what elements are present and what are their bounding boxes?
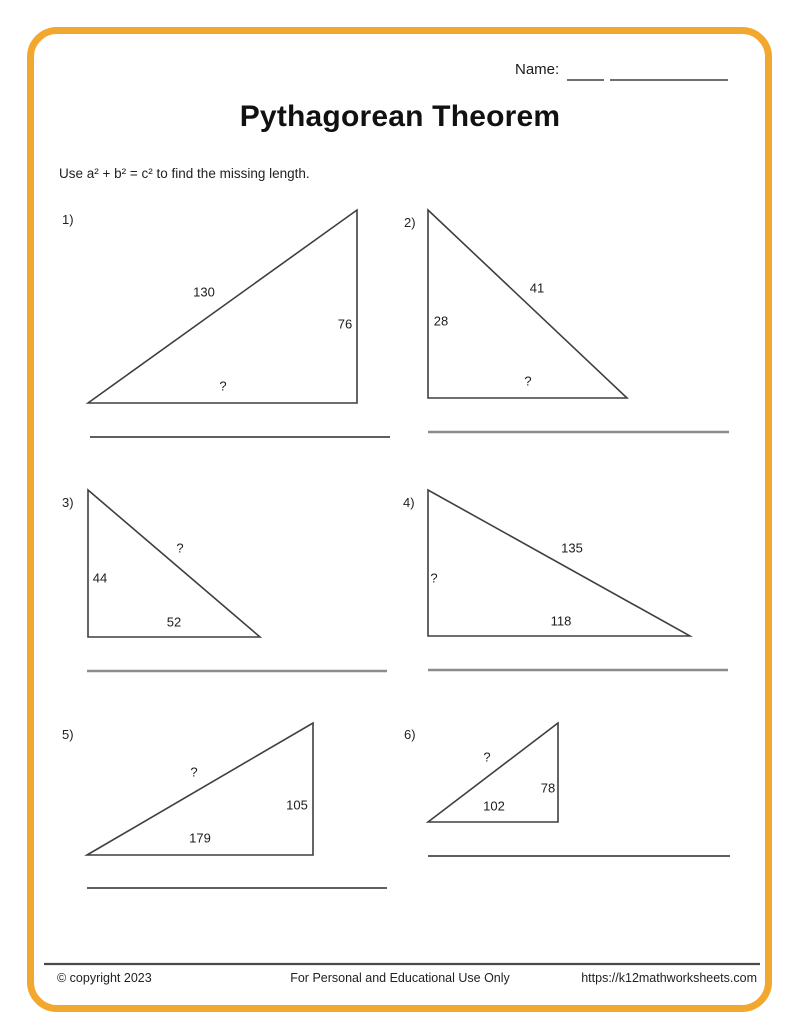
problem-number: 1) <box>62 212 74 227</box>
side-label-horizontal: 102 <box>483 798 505 814</box>
instruction-text: Use a² + b² = c² to find the missing length. <box>59 166 310 181</box>
side-label-hypotenuse: ? <box>190 764 198 780</box>
side-label-vertical: 28 <box>433 313 449 329</box>
footer-usage: For Personal and Educational Use Only <box>290 971 510 985</box>
side-label-hypotenuse: ? <box>176 540 184 556</box>
side-label-vertical: 44 <box>92 570 108 586</box>
page-title: Pythagorean Theorem <box>239 100 561 133</box>
triangle-2 <box>428 210 627 398</box>
side-label-vertical: ? <box>430 570 438 586</box>
problem-number: 4) <box>403 495 415 510</box>
problem-number: 6) <box>404 727 416 742</box>
name-label: Name: <box>515 61 560 78</box>
side-label-vertical: 78 <box>540 780 556 796</box>
side-label-hypotenuse: 41 <box>529 280 545 296</box>
side-label-horizontal: 118 <box>550 613 572 629</box>
problem-number: 2) <box>404 215 416 230</box>
problem-number: 3) <box>62 495 74 510</box>
side-label-horizontal: 52 <box>166 614 182 630</box>
side-label-hypotenuse: 130 <box>193 284 215 300</box>
triangle-1 <box>88 210 357 403</box>
side-label-vertical: 76 <box>337 316 353 332</box>
side-label-horizontal: 179 <box>189 830 211 846</box>
side-label-hypotenuse: ? <box>483 749 491 765</box>
problem-number: 5) <box>62 727 74 742</box>
footer-website: https://k12mathworksheets.com <box>581 971 757 985</box>
side-label-vertical: 105 <box>286 797 308 813</box>
side-label-horizontal: ? <box>219 378 227 394</box>
side-label-hypotenuse: 135 <box>561 540 583 556</box>
footer-copyright: © copyright 2023 <box>57 971 152 985</box>
side-label-horizontal: ? <box>524 373 532 389</box>
